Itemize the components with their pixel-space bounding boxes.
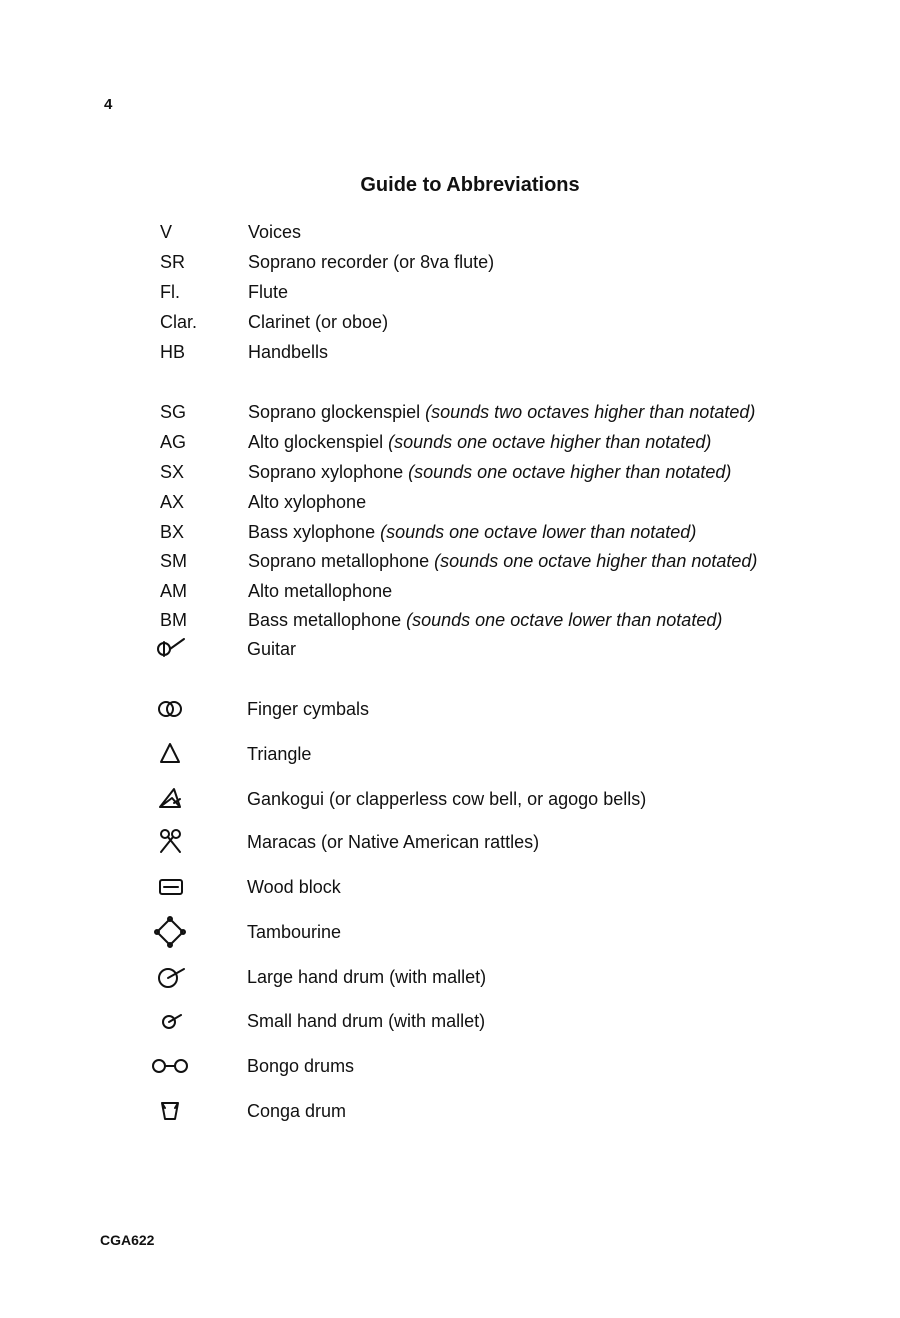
- abbreviation: BM: [160, 610, 187, 630]
- symbol-row: [0, 636, 900, 662]
- page-title: Guide to Abbreviations: [360, 174, 580, 196]
- symbol-row: [0, 696, 900, 722]
- symbol-row: [0, 741, 900, 767]
- maracas-icon: [150, 822, 190, 862]
- gankogui-icon: [150, 779, 190, 819]
- symbol-row: [0, 919, 900, 945]
- symbol-row: [0, 1098, 900, 1124]
- instrument-name: Gankogui (or clapperless cow bell, or agogo bells): [247, 789, 647, 809]
- symbol-row: [0, 964, 900, 990]
- abbreviation-row: [0, 249, 900, 275]
- instrument-name: Finger cymbals: [247, 699, 370, 719]
- instrument-name: Soprano metallophone (sounds one octave higher than notated): [248, 551, 758, 571]
- abbreviation: AM: [160, 581, 187, 601]
- abbreviation-row: [0, 578, 900, 604]
- abbreviation-row: [0, 459, 900, 485]
- abbreviation: BX: [160, 522, 185, 542]
- symbol-row: [0, 1008, 900, 1034]
- abbreviation: SM: [160, 551, 187, 571]
- instrument-name: Bongo drums: [247, 1056, 355, 1076]
- abbreviation-row: [0, 309, 900, 335]
- instrument-name: Bass metallophone (sounds one octave lower than notated): [248, 610, 723, 630]
- symbol-row: [0, 1053, 900, 1079]
- finger-cymbals-icon: [150, 689, 190, 729]
- triangle-icon: [150, 734, 190, 774]
- abbreviation-row: [0, 429, 900, 455]
- abbreviation: HB: [160, 342, 186, 362]
- instrument-name: Flute: [248, 282, 289, 302]
- abbreviation: V: [160, 222, 173, 242]
- instrument-name: Maracas (or Native American rattles): [247, 832, 540, 852]
- abbreviation-row: [0, 548, 900, 574]
- guitar-icon: [150, 629, 190, 669]
- instrument-name: Small hand drum (with mallet): [247, 1011, 486, 1031]
- abbreviation: SG: [160, 402, 187, 422]
- large-hand-drum-icon: [150, 957, 190, 997]
- pitch-note: (sounds one octave higher than notated): [408, 462, 732, 482]
- abbreviation-row: [0, 489, 900, 515]
- instrument-name: Clarinet (or oboe): [248, 312, 389, 332]
- abbreviation: Clar.: [160, 312, 198, 332]
- small-hand-drum-icon: [150, 1001, 190, 1041]
- abbreviation: AG: [160, 432, 187, 452]
- abbreviation-row: [0, 279, 900, 305]
- wood-block-icon: [150, 867, 190, 907]
- instrument-name: Bass xylophone (sounds one octave lower than notated): [248, 522, 697, 542]
- instrument-name: Soprano recorder (or 8va flute): [248, 252, 495, 272]
- pitch-note: (sounds one octave lower than notated): [380, 522, 697, 542]
- abbreviation-row: [0, 607, 900, 633]
- abbreviation-row: [0, 399, 900, 425]
- instrument-name: Alto xylophone: [248, 492, 367, 512]
- abbreviation-row: [0, 519, 900, 545]
- abbreviation: SX: [160, 462, 185, 482]
- pitch-note: (sounds one octave lower than notated): [406, 610, 723, 630]
- instrument-name: Soprano xylophone (sounds one octave higher than notated): [248, 462, 732, 482]
- abbreviation-row: [0, 219, 900, 245]
- tambourine-icon: [150, 912, 190, 952]
- abbreviation-row: [0, 339, 900, 365]
- abbreviation: AX: [160, 492, 185, 512]
- instrument-name: Handbells: [248, 342, 329, 362]
- abbreviation: SR: [160, 252, 186, 272]
- instrument-name: Triangle: [247, 744, 312, 764]
- instrument-name: Soprano glockenspiel (sounds two octaves higher than notated): [248, 402, 756, 422]
- instrument-name: Voices: [248, 222, 302, 242]
- symbol-row: [0, 829, 900, 855]
- symbol-row: [0, 786, 900, 812]
- catalog-code: CGA622: [100, 1232, 155, 1248]
- pitch-note: (sounds one octave higher than notated): [434, 551, 758, 571]
- instrument-name: Wood block: [247, 877, 341, 897]
- abbreviation: Fl.: [160, 282, 180, 302]
- bongo-drums-icon: [150, 1046, 190, 1086]
- instrument-name: Large hand drum (with mallet): [247, 967, 487, 987]
- instrument-name: Alto metallophone: [248, 581, 393, 601]
- page-number: 4: [104, 96, 113, 113]
- instrument-name: Guitar: [247, 639, 297, 659]
- instrument-name: Alto glockenspiel (sounds one octave higher than notated): [248, 432, 712, 452]
- instrument-name: Tambourine: [247, 922, 342, 942]
- symbol-row: [0, 874, 900, 900]
- pitch-note: (sounds one octave higher than notated): [388, 432, 712, 452]
- instrument-name: Conga drum: [247, 1101, 347, 1121]
- pitch-note: (sounds two octaves higher than notated): [425, 402, 756, 422]
- conga-drum-icon: [150, 1091, 190, 1131]
